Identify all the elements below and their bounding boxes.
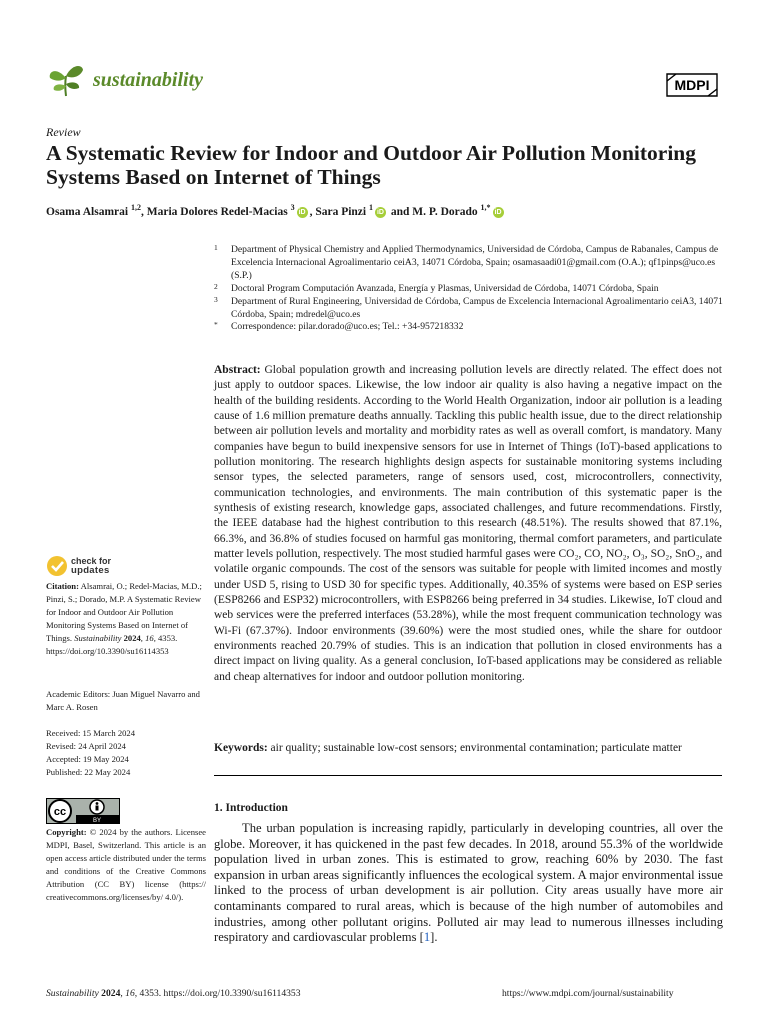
affiliation-mark: 3 bbox=[214, 294, 218, 304]
author-separator: and bbox=[387, 205, 413, 218]
citation-ref-link[interactable]: 1 bbox=[423, 930, 431, 945]
footer-doi[interactable]: , 4353. https://doi.org/10.3390/su16114353 bbox=[134, 988, 301, 999]
article-type: Review bbox=[46, 125, 81, 139]
orcid-icon[interactable]: iD bbox=[298, 208, 306, 216]
author-separator: , bbox=[140, 205, 147, 218]
author-affiliation-sup: 1,* bbox=[480, 203, 491, 212]
keywords-text: air quality; sustainable low-cost sensors; environmental contamination; particulate matter bbox=[270, 742, 682, 754]
check-updates-icon bbox=[46, 555, 68, 577]
footer-journal-url[interactable]: https://www.mdpi.com/journal/sustainability bbox=[502, 988, 674, 999]
correspondence bbox=[214, 321, 724, 334]
author-affiliation-sup: 3 bbox=[290, 203, 295, 212]
affiliation-text: Doctoral Program Computación Avanzada, Energía y Plasmas, Universidad de Córdoba, 14071 Córdoba, Spain bbox=[231, 282, 659, 294]
orcid-icon[interactable]: iD bbox=[376, 208, 384, 216]
footer-year: 2024 bbox=[101, 988, 121, 999]
citation-volume: 16 bbox=[145, 633, 154, 643]
abstract bbox=[214, 363, 722, 685]
journal-name: sustainability bbox=[93, 69, 204, 91]
citation-year: 2024 bbox=[123, 633, 141, 643]
mdpi-logo-icon bbox=[664, 72, 720, 98]
divider bbox=[214, 775, 722, 776]
introduction-paragraph bbox=[214, 821, 723, 946]
cc-by-license-icon[interactable] bbox=[46, 798, 120, 824]
citation-doi[interactable]: , 4353. https://doi.org/10.3390/su16114353 bbox=[46, 633, 178, 656]
author-list bbox=[46, 203, 736, 218]
affiliation-mark: 1 bbox=[214, 243, 218, 252]
author-affiliation-sup: 1 bbox=[368, 203, 373, 212]
author-affiliation-sup: 1,2 bbox=[130, 203, 141, 212]
cc-by-label: BY bbox=[92, 818, 102, 824]
author-name: M. P. Dorado bbox=[412, 205, 478, 218]
abstract-label: Abstract: bbox=[214, 364, 261, 376]
author-name: Osama Alsamrai bbox=[46, 205, 129, 218]
citation-journal: Sustainability bbox=[74, 633, 122, 643]
affiliation-text: Correspondence: pilar.dorado@uco.es; Tel.: +34-957218332 bbox=[231, 321, 464, 333]
svg-text:cc: cc bbox=[53, 806, 67, 818]
publication-dates bbox=[46, 727, 206, 779]
footer-volume: 16 bbox=[125, 988, 135, 999]
author-name: Sara Pinzi bbox=[315, 205, 367, 218]
intro-text: The urban population is increasing rapidly, particularly in developing countries, all over the globe. Moreover, it has quickened in the past few decades. In 2018, around 55.3% of the worldwide population lived in urban zones. This is estimated to grow, reaching 60% by 2030. The fast expansion in urban areas significantly influences the ecological system. A major environmental issue linked to the process of urban development is air pollution. City areas usually have more air contaminants compared to rural areas, which is because of the high number of automobiles and industries, among other pollutant origins. Polluted air may lead to numerous illnesses including respiratory and cardiovascular problems [ bbox=[214, 821, 723, 945]
affiliation-text: Department of Rural Engineering, Universidad de Córdoba, Campus de Excelencia Internacional Agroalimentario ceiA3, 14071 Córdoba, Spain; mdredel@uco.es bbox=[231, 295, 723, 320]
keywords-label: Keywords: bbox=[214, 742, 268, 754]
intro-tail: ]. bbox=[430, 930, 438, 945]
footer-journal: Sustainability bbox=[46, 988, 99, 999]
academic-editors: Academic Editors: Juan Miguel Navarro and Marc A. Rosen bbox=[46, 689, 200, 712]
affiliation-mark: * bbox=[214, 320, 218, 330]
copyright-text: © 2024 by the authors. Licensee MDPI, Basel, Switzerland. This article is an open access article distributed under the terms and conditions of the Creative Commons Attribution (CC BY) license (https:// creativecommons.org/licenses/by/ 4.0/). bbox=[46, 827, 206, 902]
copyright-label: Copyright: bbox=[46, 827, 87, 837]
check-for-updates-button[interactable] bbox=[46, 555, 126, 579]
mdpi-logo-text: MDPI bbox=[674, 77, 710, 93]
revised-date: Revised: 24 April 2024 bbox=[46, 741, 126, 751]
article-title: A Systematic Review for Indoor and Outdoor Air Pollution Monitoring Systems Based on Internet of Things bbox=[46, 141, 697, 189]
affiliation-3 bbox=[214, 296, 724, 322]
author-name: Maria Dolores Redel-Macias bbox=[146, 205, 288, 218]
citation: Citation: Alsamrai, O.; Redel-Macias, M.D.; Pinzi, S.; Dorado, M.P. A Systematic Review for Indoor and Outdoor Air Pollution Monitoring Systems Based on Internet of Things. Sustainability 2024, 16, 4353. https://doi.org/10.3390/su16114353 bbox=[46, 581, 202, 656]
affiliation-mark: 2 bbox=[214, 281, 218, 291]
journal-logo-icon bbox=[46, 62, 86, 98]
accepted-date: Accepted: 19 May 2024 bbox=[46, 754, 129, 764]
copyright-notice bbox=[46, 826, 206, 904]
keywords bbox=[214, 741, 734, 756]
citation-text: Alsamrai, O.; Redel-Macias, M.D.; Pinzi, S.; Dorado, M.P. A Systematic Review for Indoor and Outdoor Air Pollution Monitoring Systems Based on Internet of Things. bbox=[46, 581, 202, 643]
orcid-icon[interactable]: iD bbox=[494, 208, 502, 216]
section-heading: 1. Introduction bbox=[214, 802, 288, 814]
affiliations bbox=[214, 244, 724, 334]
affiliation-1 bbox=[214, 244, 724, 283]
check-updates-line1: check for bbox=[71, 556, 112, 566]
check-updates-label bbox=[71, 556, 111, 576]
published-date: Published: 22 May 2024 bbox=[46, 767, 131, 777]
abstract-text: Global population growth and increasing pollution levels are directly related. The effect does not just apply to outdoor spaces. Likewise, the low indoor air quality is also having a negative impact on the health of the building residents. According to the World Health Organization, indoor air pollution is a leading cause of 1.6 million premature deaths annually. Tackling this public health issue, due to the direct relationship between air pollution levels and mortality and morbidity rates as well as overall comfort, is mandatory. Many companies have begun to build inexpensive sensors for use in Internet of Things (IoT)-based applications to pollution monitoring. The research highlights design aspects for sustainable monitoring systems including sensor types, the selected parameters, range of sensors used, cost, microcontrollers, connectivity, communication technologies, and environments. The main contribution of this systematic paper is the synthesis of existing research, knowledge gaps, associated challenges, and future recommendations. Firstly, the IEEE database had the highest contribution to this research (48.51%). The results showed that 87.1%, 66.3%, and 36.8% of studies focused on harmful gas monitoring, thermal comfort parameters, and particulate matter levels pollution, respectively. The most studied harmful gases were CO₂, CO, NO₂, O₃, SO₂, SnO₂, and volatile organic compounds. The cost of the sensors was suitable for people with limited incomes and mostly under USD 5, rising to USD 30 for specific types. Additionally, 40.35% of systems were based on ESP series (ESP8266 and ESP32) microcontrollers, with ESP8266 being preferred in 34 studies. Likewise, IoT cloud and web services were the preferred interfaces (53.28%), while the most frequent communication technology was Wi-Fi (67.37%). Indoor environments (39.60%) were the most studied ones, while the share for outdoor environments reached 20.79% of studies. This is an indication that pollution in closed environments has a direct impact on living quality. As a general conclusion, IoT-based applications may be considered as reliable and cheap alternatives for indoor and outdoor pollution monitoring. bbox=[214, 364, 722, 683]
citation-label: Citation: bbox=[46, 581, 79, 591]
check-updates-line2: updates bbox=[71, 565, 110, 576]
affiliation-text: Department of Physical Chemistry and Applied Thermodynamics, Universidad de Córdoba, Campus de Rabanales, Campus de Excelencia Internacional Agroalimentario ceiA3, 14071 Córdoba, Spain; osamasaadi01@gmail.com (O.A.); qf1pinps@uco.es (S.P.) bbox=[231, 244, 719, 281]
received-date: Received: 15 March 2024 bbox=[46, 728, 136, 738]
author-separator: , bbox=[309, 205, 316, 218]
affiliation-2 bbox=[214, 283, 724, 296]
footer-citation: Sustainability 2024, 16, 4353. https://doi.org/10.3390/su16114353 bbox=[46, 988, 301, 999]
